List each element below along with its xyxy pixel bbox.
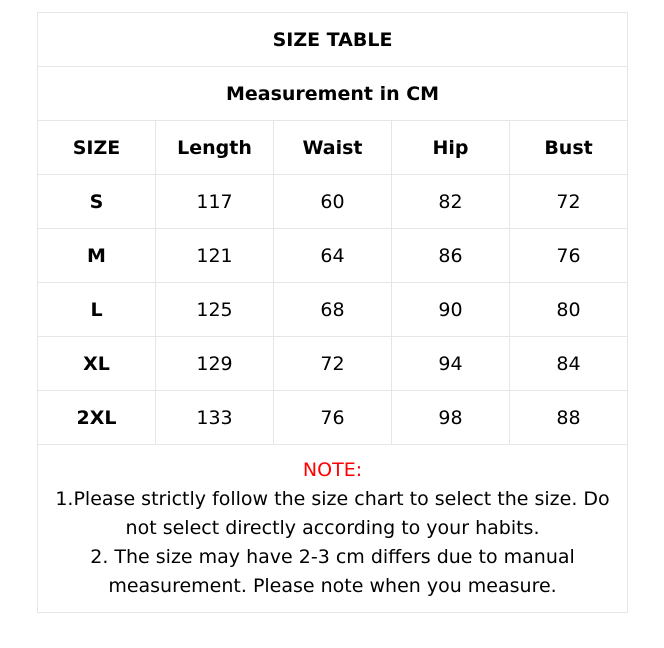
table-title: SIZE TABLE — [38, 13, 628, 67]
waist-cell: 64 — [274, 229, 392, 283]
bust-cell: 88 — [510, 391, 628, 445]
header-row — [38, 121, 628, 175]
hip-cell: 90 — [392, 283, 510, 337]
waist-cell: 60 — [274, 175, 392, 229]
note-cell — [38, 445, 628, 613]
header-waist: Waist — [274, 121, 392, 175]
hip-cell: 98 — [392, 391, 510, 445]
waist-cell: 68 — [274, 283, 392, 337]
header-bust: Bust — [510, 121, 628, 175]
note-row — [38, 445, 628, 613]
length-cell: 125 — [156, 283, 274, 337]
waist-cell: 76 — [274, 391, 392, 445]
size-cell: S — [38, 175, 156, 229]
bust-cell: 80 — [510, 283, 628, 337]
header-length: Length — [156, 121, 274, 175]
note-line-1: 1.Please strictly follow the size chart to select the size. Do not select directly according to your habits. — [55, 488, 610, 539]
size-cell: M — [38, 229, 156, 283]
size-cell: XL — [38, 337, 156, 391]
header-hip: Hip — [392, 121, 510, 175]
length-cell: 129 — [156, 337, 274, 391]
table-row — [38, 175, 628, 229]
subtitle-row — [38, 67, 628, 121]
table-row — [38, 283, 628, 337]
note-line-2: 2. The size may have 2-3 cm differs due to manual measurement. Please note when you measure. — [90, 546, 575, 597]
title-row — [38, 13, 628, 67]
bust-cell: 76 — [510, 229, 628, 283]
size-cell: L — [38, 283, 156, 337]
waist-cell: 72 — [274, 337, 392, 391]
table-row — [38, 337, 628, 391]
length-cell: 121 — [156, 229, 274, 283]
length-cell: 133 — [156, 391, 274, 445]
note-title: NOTE: — [302, 459, 363, 481]
length-cell: 117 — [156, 175, 274, 229]
hip-cell: 82 — [392, 175, 510, 229]
bust-cell: 84 — [510, 337, 628, 391]
table-row — [38, 391, 628, 445]
table-subtitle: Measurement in CM — [38, 67, 628, 121]
size-table — [37, 12, 628, 613]
header-size: SIZE — [38, 121, 156, 175]
hip-cell: 94 — [392, 337, 510, 391]
bust-cell: 72 — [510, 175, 628, 229]
table-row — [38, 229, 628, 283]
hip-cell: 86 — [392, 229, 510, 283]
size-cell: 2XL — [38, 391, 156, 445]
